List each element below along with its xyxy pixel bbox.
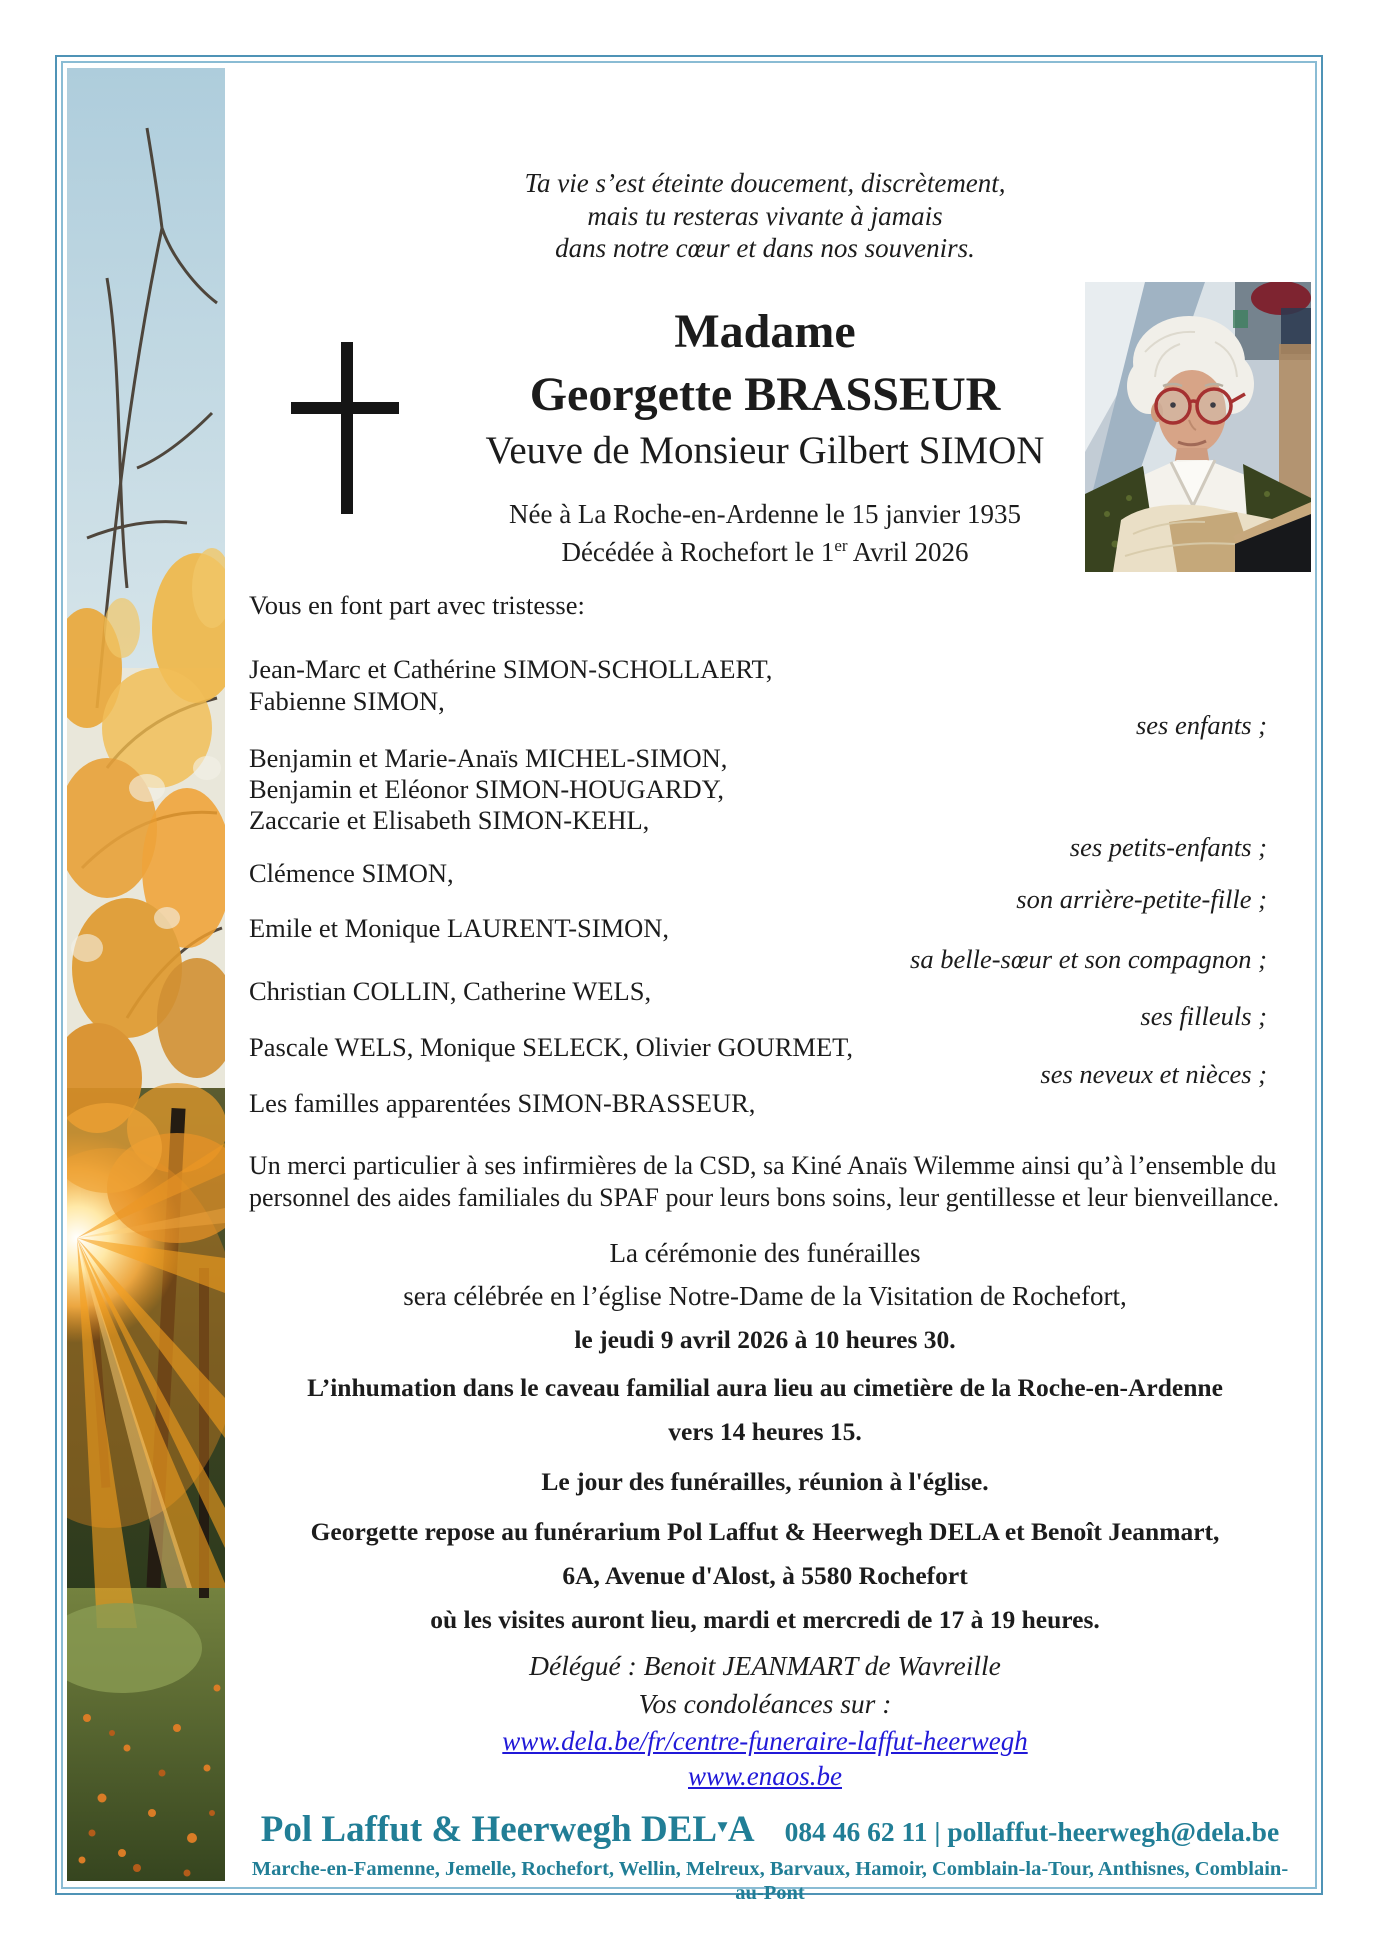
- family-relation-label: sa belle-sœur et son compagnon ;: [910, 944, 1267, 974]
- funeral-home-logo: [260, 1809, 755, 1850]
- died-ordinal: er: [834, 536, 848, 555]
- page-title-name: Georgette BRASSEUR: [529, 368, 1001, 421]
- family-name: Zaccarie et Elisabeth SIMON-KEHL,: [249, 805, 650, 835]
- family-name: Pascale WELS, Monique SELECK, Olivier GOURMET,: [249, 1032, 854, 1062]
- dela-condolences-link[interactable]: www.dela.be/fr/centre-funeraire-laffut-heerwegh: [502, 1726, 1028, 1756]
- footer-brand-row: [240, 1810, 1300, 1849]
- visits-line: où les visites auront lieu, mardi et mercredi de 17 à 19 heures.: [430, 1605, 1100, 1634]
- thanks-line-2: personnel des aides familiales du SPAF pour leurs bons soins, leur gentillesse et leur bienveillance.: [249, 1183, 1280, 1212]
- born-line: Née à La Roche-en-Ardenne le 15 janvier 1935: [508, 499, 1022, 529]
- family-name: Benjamin et Marie-Anaïs MICHEL-SIMON,: [249, 743, 728, 773]
- condolences-line: Vos condoléances sur :: [638, 1688, 892, 1719]
- ceremony-line: La cérémonie des funérailles: [609, 1238, 921, 1268]
- family-relation-label: ses neveux et nièces ;: [1040, 1059, 1267, 1089]
- quote-line-3: dans notre cœur et dans nos souvenirs.: [555, 233, 975, 263]
- brand-text: Pol Laffut & Heerwegh DEL: [260, 1809, 718, 1850]
- enaos-link-wrap: [240, 1759, 1290, 1793]
- footer-contact: [785, 1815, 1280, 1849]
- condolences-link-wrap: [240, 1724, 1290, 1758]
- family-relation-label: ses enfants ;: [1135, 710, 1267, 740]
- family-relation-label: ses filleuls ;: [1140, 1001, 1267, 1031]
- burial-line: L’inhumation dans le caveau familial aura lieu au cimetière de la Roche-en-Ardenne: [307, 1373, 1223, 1402]
- phone-number: 084 46 62 11: [784, 1816, 928, 1847]
- burial-time-line: vers 14 heures 15.: [668, 1417, 862, 1446]
- funerarium-line: Georgette repose au funérarium Pol Laffut & Heerwegh DELA et Benoît Jeanmart,: [310, 1517, 1220, 1546]
- dela-triangle-icon: ▼: [714, 1817, 731, 1836]
- family-name: Clémence SIMON,: [249, 858, 454, 888]
- family-name: Fabienne SIMON,: [249, 686, 445, 716]
- quote-line-2: mais tu resteras vivante à jamais: [587, 201, 943, 231]
- died-prefix: Décédée à Rochefort le 1: [561, 537, 835, 567]
- enaos-link[interactable]: www.enaos.be: [688, 1761, 842, 1791]
- family-name: Les familles apparentées SIMON-BRASSEUR,: [249, 1088, 756, 1118]
- quote-line-1: Ta vie s’est éteinte doucement, discrètement,: [524, 168, 1006, 198]
- page-title-madame: Madame: [674, 305, 856, 358]
- family-name: Benjamin et Eléonor SIMON-HOUGARDY,: [249, 774, 724, 804]
- ceremony-date-line: le jeudi 9 avril 2026 à 10 heures 30.: [574, 1325, 956, 1354]
- delegate-line: Délégué : Benoit JEANMART de Wavreille: [529, 1650, 1001, 1681]
- autumn-scene-graphic: [67, 68, 225, 1881]
- thanks-line-1: Un merci particulier à ses infirmières de la CSD, sa Kiné Anaïs Wilemme ainsi qu’à l’ensemble du: [249, 1151, 1277, 1180]
- contact-separator: |: [934, 1816, 941, 1847]
- gathering-line: Le jour des funérailles, réunion à l'église.: [541, 1467, 989, 1496]
- page-subtitle-widow: Veuve de Monsieur Gilbert SIMON: [485, 429, 1045, 472]
- funerarium-address-line: 6A, Avenue d'Alost, à 5580 Rochefort: [562, 1561, 968, 1590]
- family-name: Emile et Monique LAURENT-SIMON,: [249, 913, 670, 943]
- died-line: [240, 529, 1290, 569]
- family-relation-label: son arrière-petite-fille ;: [1016, 884, 1267, 914]
- brand-text-end: A: [727, 1809, 755, 1850]
- autumn-trees-photo: [67, 68, 225, 1881]
- family-name: Christian COLLIN, Catherine WELS,: [249, 976, 652, 1006]
- announcement-intro: Vous en font part avec tristesse:: [249, 590, 585, 620]
- ceremony-line: sera célébrée en l’église Notre-Dame de la Visitation de Rochefort,: [403, 1281, 1127, 1311]
- footer-towns-list: Marche-en-Famenne, Jemelle, Rochefort, Wellin, Melreux, Barvaux, Hamoir, Comblain-la-Tour, Anthisnes, Comblain-au-Pont: [251, 1858, 1289, 1904]
- family-relation-label: ses petits-enfants ;: [1069, 832, 1267, 862]
- family-name: Jean-Marc et Cathérine SIMON-SCHOLLAERT,: [249, 654, 773, 684]
- died-suffix: Avril 2026: [847, 537, 969, 567]
- email-address: pollaffut-heerwegh@dela.be: [947, 1816, 1280, 1847]
